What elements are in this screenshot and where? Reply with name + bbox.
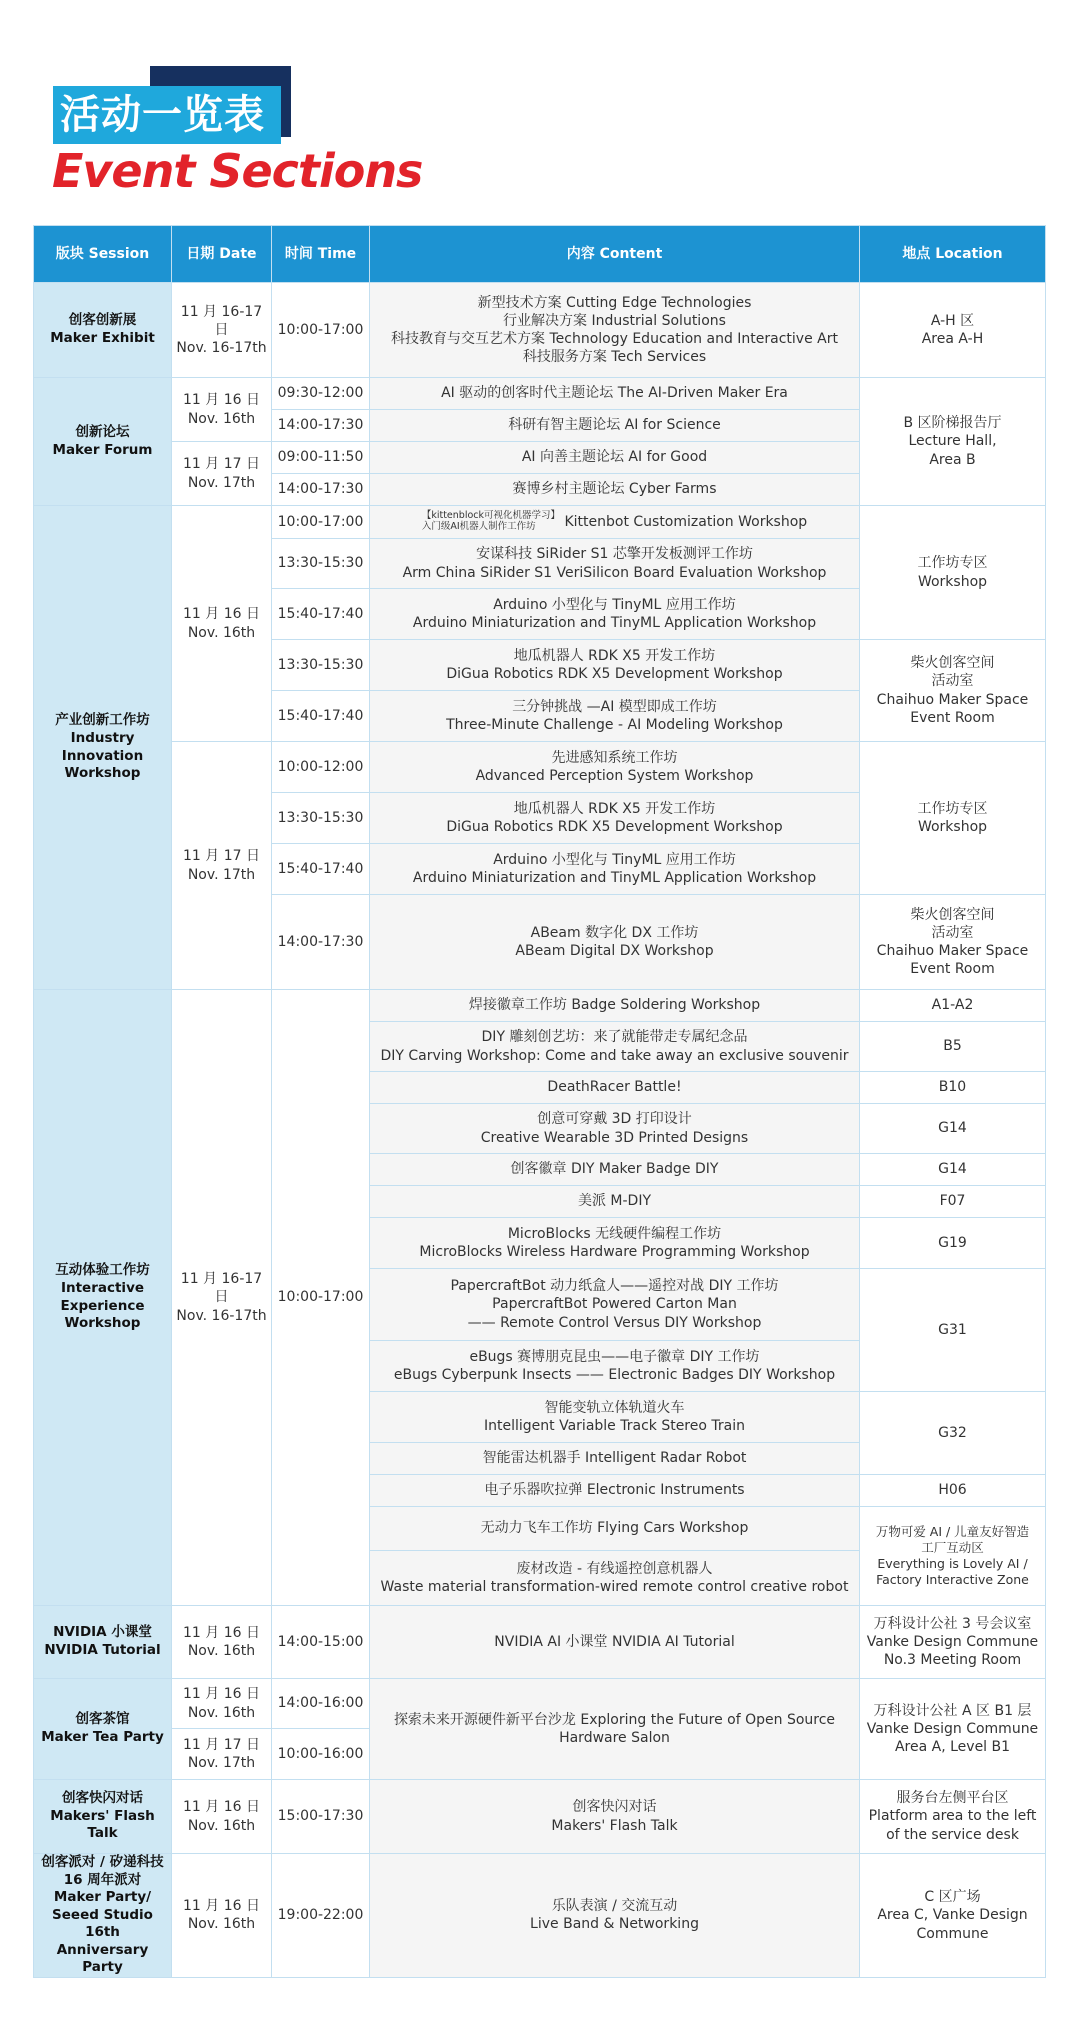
date-cell	[172, 378, 272, 442]
location-line: 万科设计公社 A 区 B1 层	[873, 1702, 1032, 1719]
content-line: ABeam 数字化 DX 工作坊	[530, 924, 699, 941]
time-cell: 10:00-17:00	[272, 990, 370, 1606]
location-cell	[860, 640, 1046, 742]
content-cell: AI 驱动的创客时代主题论坛 The AI-Driven Maker Era	[370, 378, 860, 410]
table-row	[34, 1780, 1046, 1854]
time-cell: 10:00-17:00	[272, 506, 370, 539]
session-en: Experience	[60, 1297, 145, 1314]
content-cell	[370, 895, 860, 990]
content-cell	[370, 1780, 860, 1854]
content-cell: AI 向善主题论坛 AI for Good	[370, 442, 860, 474]
location-line: 活动室	[931, 924, 974, 941]
table-row	[34, 283, 1046, 378]
session-cell	[34, 378, 172, 506]
date-en: Nov. 16th	[187, 410, 256, 427]
location-cell	[860, 1679, 1046, 1780]
location-line: 万科设计公社 3 号会议室	[873, 1615, 1032, 1632]
location-line: Lecture Hall,	[908, 433, 997, 450]
location-line: 服务台左侧平台区	[896, 1790, 1009, 1807]
session-en: Maker Tea Party	[41, 1729, 164, 1745]
location-cell	[860, 1606, 1046, 1679]
location-cell	[860, 895, 1046, 990]
content-line: 科技教育与交互艺术方案 Technology Education and Interactive Art	[391, 331, 838, 347]
time-cell: 14:00-15:00	[272, 1606, 370, 1679]
location-line: Vanke Design Commune	[866, 1633, 1039, 1650]
table-row	[34, 1679, 1046, 1729]
session-en: Anniversary Party	[56, 1941, 149, 1976]
date-cn: 11 月 17 日	[183, 848, 260, 865]
session-cn: 16 周年派对	[63, 1871, 142, 1888]
content-line: 创客快闪对话	[572, 1799, 657, 1816]
content-cell	[370, 1022, 860, 1072]
content-line: 【kittenblock可视化机器学习】	[421, 510, 560, 522]
location-line: Area C, Vanke Design	[877, 1907, 1028, 1924]
table-row	[34, 378, 1046, 410]
content-line: PapercraftBot 动力纸盒人——遥控对战 DIY 工作坊	[450, 1278, 779, 1295]
content-cell: 焊接徽章工作坊 Badge Soldering Workshop	[370, 990, 860, 1022]
location-cell: A1-A2	[860, 990, 1046, 1022]
date-cell	[172, 1729, 272, 1780]
table-row	[34, 1854, 1046, 1978]
session-cell	[34, 1854, 172, 1978]
session-cn: 互动体验工作坊	[55, 1262, 150, 1279]
content-line: 探索未来开源硬件新平台沙龙 Exploring the Future of Open Source	[393, 1711, 836, 1728]
date-en: Nov. 16-17th	[176, 340, 267, 357]
location-line: Factory Interactive Zone	[876, 1572, 1029, 1588]
content-cell: DeathRacer Battle!	[370, 1072, 860, 1104]
location-cell	[860, 1507, 1046, 1606]
time-cell: 13:30-15:30	[272, 640, 370, 691]
location-line: Area A-H	[921, 331, 984, 347]
location-cell	[860, 506, 1046, 640]
content-line: Intelligent Variable Track Stereo Train	[484, 1418, 745, 1434]
location-line: 柴火创客空间	[910, 655, 995, 672]
session-cn: 创客派对 / 矽递科技	[41, 1854, 164, 1870]
location-cell: G14	[860, 1154, 1046, 1186]
content-line: PapercraftBot Powered Carton Man	[492, 1296, 737, 1313]
session-en: Industry	[70, 729, 135, 746]
content-cell	[370, 1269, 860, 1341]
date-en: Nov. 17th	[187, 866, 256, 883]
content-line: Kittenbot Customization Workshop	[564, 513, 808, 530]
date-cell	[172, 990, 272, 1606]
location-line: Area A, Level B1	[894, 1739, 1011, 1756]
content-line: Arduino 小型化与 TinyML 应用工作坊	[493, 596, 736, 613]
col-header-session: 版块 Session	[34, 226, 172, 283]
content-line: Three-Minute Challenge - AI Modeling Workshop	[446, 717, 783, 733]
location-line: 柴火创客空间	[910, 906, 995, 923]
time-cell: 10:00-12:00	[272, 742, 370, 793]
table-header-row	[34, 226, 1046, 283]
date-en: Nov. 16th	[187, 1916, 256, 1933]
content-line: 入门级AI机器人制作工作坊	[421, 521, 536, 532]
location-line: No.3 Meeting Room	[883, 1652, 1022, 1669]
page-title-en: Event Sections	[52, 144, 423, 198]
content-line: 创意可穿戴 3D 打印设计	[537, 1111, 692, 1128]
time-cell: 14:00-17:30	[272, 410, 370, 442]
content-line: MicroBlocks 无线硬件编程工作坊	[507, 1225, 722, 1242]
session-cell	[34, 1679, 172, 1780]
content-line: Live Band & Networking	[530, 1916, 699, 1933]
col-header-content: 内容 Content	[370, 226, 860, 283]
content-line: ABeam Digital DX Workshop	[515, 943, 714, 959]
time-cell: 15:00-17:30	[272, 1780, 370, 1854]
content-line: 废材改造 - 有线遥控创意机器人	[516, 1560, 713, 1577]
session-cell	[34, 506, 172, 990]
content-line: eBugs 赛博朋克昆虫——电子徽章 DIY 工作坊	[469, 1348, 760, 1365]
content-cell	[370, 589, 860, 640]
date-cell	[172, 1606, 272, 1679]
time-cell: 15:40-17:40	[272, 691, 370, 742]
content-line: Waste material transformation-wired remote control creative robot	[380, 1579, 849, 1595]
location-cell	[860, 283, 1046, 378]
content-cell: 赛博乡村主题论坛 Cyber Farms	[370, 474, 860, 506]
content-cell: 智能雷达机器手 Intelligent Radar Robot	[370, 1443, 860, 1475]
session-en: Talk	[87, 1825, 118, 1842]
session-en: Makers' Flash	[50, 1807, 155, 1824]
content-line: 地瓜机器人 RDK X5 开发工作坊	[513, 800, 716, 817]
table-row	[34, 742, 1046, 793]
date-cn: 11 月 16 日	[183, 1686, 260, 1703]
location-line: Everything is Lovely AI /	[877, 1556, 1028, 1571]
session-en: Workshop	[64, 765, 141, 782]
time-cell: 10:00-16:00	[272, 1729, 370, 1780]
session-cell	[34, 990, 172, 1606]
location-line: Area B	[929, 451, 976, 468]
session-cn: 产业创新工作坊	[55, 712, 150, 729]
location-cell: G31	[860, 1269, 1046, 1392]
date-en: Nov. 16-17th	[176, 1307, 267, 1324]
time-cell: 14:00-16:00	[272, 1679, 370, 1729]
session-cell	[34, 1780, 172, 1854]
content-cell	[370, 1104, 860, 1154]
date-cn: 11 月 16-17 日	[180, 303, 263, 338]
content-line: 先进感知系统工作坊	[551, 749, 678, 766]
content-line: 新型技术方案 Cutting Edge Technologies	[477, 294, 752, 311]
session-cell	[34, 1606, 172, 1679]
time-cell: 19:00-22:00	[272, 1854, 370, 1978]
date-en: Nov. 17th	[187, 474, 256, 491]
content-cell: 无动力飞车工作坊 Flying Cars Workshop	[370, 1507, 860, 1551]
col-header-location: 地点 Location	[860, 226, 1046, 283]
location-cell: B5	[860, 1022, 1046, 1072]
content-cell	[370, 793, 860, 844]
location-cell: G19	[860, 1218, 1046, 1269]
location-cell	[860, 378, 1046, 506]
location-line: Event Room	[910, 961, 995, 978]
date-cell	[172, 442, 272, 506]
content-cell	[370, 283, 860, 378]
content-line: 智能变轨立体轨道火车	[544, 1399, 685, 1416]
date-cell	[172, 1780, 272, 1854]
location-line: Workshop	[917, 819, 988, 835]
date-en: Nov. 16th	[187, 624, 256, 641]
time-cell: 14:00-17:30	[272, 474, 370, 506]
content-line: Advanced Perception System Workshop	[475, 768, 754, 784]
date-en: Nov. 16th	[187, 1704, 256, 1721]
location-line: Event Room	[910, 709, 995, 726]
content-line: DiGua Robotics RDK X5 Development Workshop	[446, 819, 783, 835]
content-cell	[370, 1341, 860, 1392]
table-row	[34, 990, 1046, 1022]
date-cell	[172, 283, 272, 378]
date-cell	[172, 506, 272, 742]
location-line: Chaihuo Maker Space	[876, 691, 1029, 708]
date-en: Nov. 16th	[187, 1643, 256, 1659]
content-line: DIY Carving Workshop: Come and take away an exclusive souvenir	[380, 1047, 849, 1064]
content-cell: 电子乐器吹拉弹 Electronic Instruments	[370, 1475, 860, 1507]
content-cell	[370, 1392, 860, 1443]
location-line: Workshop	[917, 573, 988, 590]
content-line: Arduino Miniaturization and TinyML Application Workshop	[412, 615, 817, 631]
content-line: Arm China SiRider S1 VeriSilicon Board Evaluation Workshop	[402, 564, 827, 581]
session-cell	[34, 283, 172, 378]
content-cell	[370, 539, 860, 589]
location-line: 活动室	[931, 673, 974, 690]
content-cell	[370, 640, 860, 691]
time-cell: 13:30-15:30	[272, 793, 370, 844]
date-cn: 11 月 16 日	[183, 1624, 260, 1641]
location-cell: H06	[860, 1475, 1046, 1507]
content-line: Hardware Salon	[559, 1730, 670, 1746]
content-cell	[370, 1854, 860, 1978]
location-cell	[860, 1780, 1046, 1854]
content-cell: NVIDIA AI 小课堂 NVIDIA AI Tutorial	[370, 1606, 860, 1679]
time-cell: 15:40-17:40	[272, 589, 370, 640]
col-header-date: 日期 Date	[172, 226, 272, 283]
content-cell	[370, 1218, 860, 1269]
date-en: Nov. 16th	[187, 1817, 256, 1834]
content-line: 安谋科技 SiRider S1 芯擎开发板测评工作坊	[476, 546, 753, 563]
col-header-time: 时间 Time	[272, 226, 370, 283]
content-line: MicroBlocks Wireless Hardware Programming Workshop	[419, 1244, 810, 1260]
content-line: DIY 雕刻创艺坊：来了就能带走专属纪念品	[481, 1029, 748, 1046]
content-cell: 创客徽章 DIY Maker Badge DIY	[370, 1154, 860, 1186]
date-cn: 11 月 17 日	[183, 456, 260, 473]
content-cell: 科研有智主题论坛 AI for Science	[370, 410, 860, 442]
date-cell	[172, 1679, 272, 1729]
content-line: Makers' Flash Talk	[551, 1817, 678, 1834]
time-cell: 14:00-17:30	[272, 895, 370, 990]
content-line: Arduino 小型化与 TinyML 应用工作坊	[493, 851, 736, 868]
date-cn: 11 月 16 日	[183, 1799, 260, 1816]
location-cell: F07	[860, 1186, 1046, 1218]
location-line: B 区阶梯报告厅	[903, 415, 1002, 432]
session-cn: 创客快闪对话	[62, 1790, 143, 1807]
content-cell	[370, 844, 860, 895]
date-cn: 11 月 16 日	[183, 1898, 260, 1915]
content-line: eBugs Cyberpunk Insects —— Electronic Badges DIY Workshop	[393, 1367, 836, 1383]
session-en: Seeed Studio 16th	[52, 1906, 153, 1941]
content-line: DiGua Robotics RDK X5 Development Workshop	[446, 666, 783, 682]
time-cell: 13:30-15:30	[272, 539, 370, 589]
page-title-cn: 活动一览表	[60, 92, 265, 138]
session-en: Maker Forum	[52, 441, 153, 458]
location-line: 工作坊专区	[917, 555, 988, 572]
session-cn: NVIDIA 小课堂	[53, 1624, 152, 1641]
content-line: 三分钟挑战 —AI 模型即成工作坊	[512, 698, 717, 715]
location-cell: G14	[860, 1104, 1046, 1154]
date-cn: 11 月 16 日	[183, 392, 260, 409]
content-cell	[370, 1679, 860, 1780]
content-cell	[370, 742, 860, 793]
time-cell: 10:00-17:00	[272, 283, 370, 378]
content-line: Creative Wearable 3D Printed Designs	[480, 1129, 749, 1146]
session-cn: 创客创新展	[68, 312, 137, 329]
content-cell	[370, 691, 860, 742]
location-line: A-H 区	[930, 312, 975, 329]
content-line: —— Remote Control Versus DIY Workshop	[467, 1314, 762, 1331]
location-line: Commune	[916, 1925, 989, 1942]
location-cell	[860, 1854, 1046, 1978]
content-line: 乐队表演 / 交流互动	[551, 1898, 678, 1915]
date-en: Nov. 17th	[187, 1755, 256, 1771]
content-line: 科技服务方案 Tech Services	[522, 349, 707, 366]
location-cell	[860, 742, 1046, 895]
content-small-note	[422, 511, 560, 533]
content-line: 地瓜机器人 RDK X5 开发工作坊	[513, 647, 716, 664]
session-en: Innovation	[61, 747, 144, 764]
content-line: 行业解决方案 Industrial Solutions	[503, 312, 726, 329]
location-line: Chaihuo Maker Space	[876, 943, 1029, 959]
session-cn: 创客茶馆	[75, 1711, 130, 1728]
location-line: 工厂互动区	[921, 1539, 984, 1555]
table-row	[34, 1606, 1046, 1679]
location-line: Platform area to the left	[868, 1808, 1037, 1825]
time-cell: 15:40-17:40	[272, 844, 370, 895]
location-line: 工作坊专区	[917, 800, 988, 817]
location-line: of the service desk	[886, 1826, 1019, 1843]
time-cell: 09:00-11:50	[272, 442, 370, 474]
session-en: Interactive	[60, 1279, 145, 1296]
date-cn: 11 月 17 日	[183, 1736, 260, 1753]
date-cn: 11 月 16-17 日	[180, 1271, 263, 1306]
session-en: Maker Exhibit	[50, 330, 155, 346]
location-line: C 区广场	[924, 1889, 981, 1906]
date-cn: 11 月 16 日	[183, 606, 260, 623]
date-cell	[172, 1854, 272, 1978]
session-en: Workshop	[64, 1315, 141, 1332]
location-line: 万物可爱 AI / 儿童友好智造	[875, 1523, 1030, 1539]
session-en: Maker Party/	[53, 1889, 152, 1906]
location-line: Vanke Design Commune	[866, 1720, 1039, 1737]
session-en: NVIDIA Tutorial	[44, 1642, 161, 1658]
time-cell: 09:30-12:00	[272, 378, 370, 410]
content-cell	[370, 1551, 860, 1606]
date-cell	[172, 742, 272, 990]
table-row	[34, 506, 1046, 539]
content-cell: 美派 M-DIY	[370, 1186, 860, 1218]
content-line: Arduino Miniaturization and TinyML Application Workshop	[412, 870, 817, 886]
schedule-table	[33, 225, 1046, 1978]
session-cn: 创新论坛	[75, 423, 130, 440]
content-cell	[370, 506, 860, 539]
location-cell: G32	[860, 1392, 1046, 1475]
location-cell: B10	[860, 1072, 1046, 1104]
